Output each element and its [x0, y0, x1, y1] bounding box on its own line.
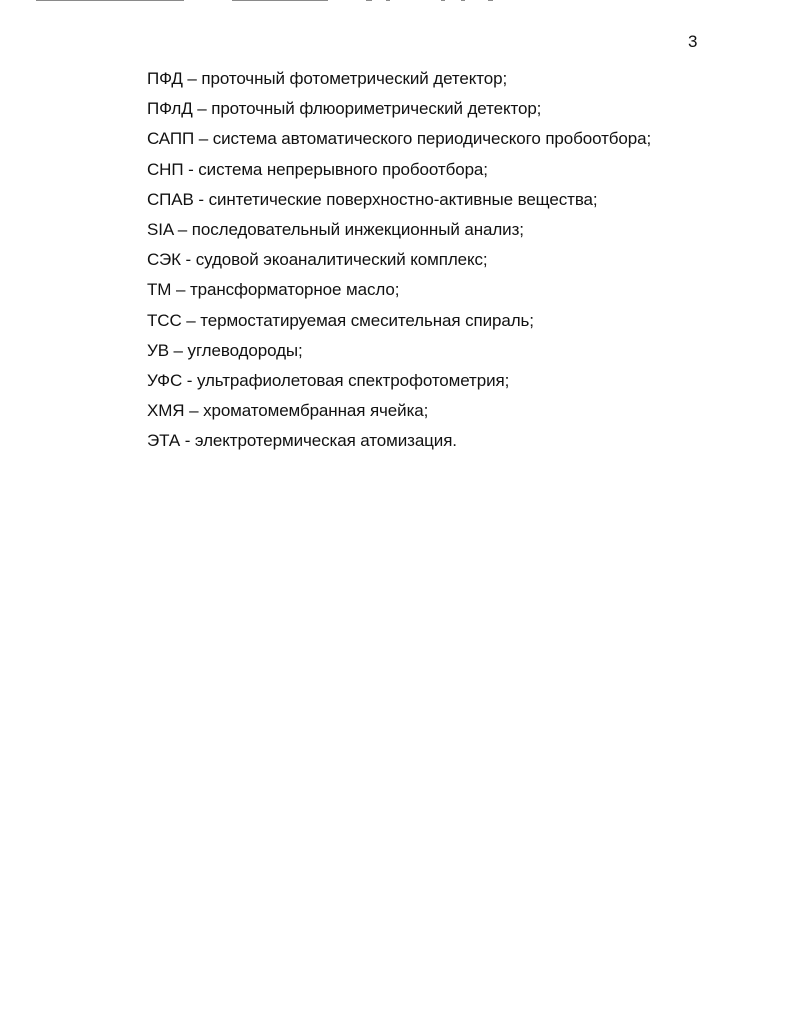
abbreviation-list — [147, 64, 747, 456]
abbreviation-item: САПП – система автоматического периодического пробоотбора; — [147, 129, 652, 149]
abbreviation-item: ПФлД – проточный флюориметрический детектор; — [147, 99, 542, 119]
page-number: 3 — [688, 32, 698, 51]
abbreviation-item: СПАВ - синтетические поверхностно-активные вещества; — [147, 189, 598, 209]
scan-mark — [36, 0, 184, 1]
scan-mark — [461, 0, 465, 1]
scan-artifact-marks — [36, 0, 496, 3]
abbreviation-item: ТСС – термостатируемая смесительная спираль; — [147, 310, 534, 330]
abbreviation-item: УФС - ультрафиолетовая спектрофотометрия; — [147, 370, 510, 390]
scan-mark — [441, 0, 445, 1]
abbreviation-item: УВ – углеводороды; — [147, 340, 303, 360]
scan-mark — [386, 0, 390, 1]
abbreviation-item: SIA – последовательный инжекционный анализ; — [147, 219, 524, 239]
abbreviation-item: ХМЯ – хроматомембранная ячейка; — [147, 401, 429, 421]
scan-mark — [366, 0, 372, 1]
scan-mark — [488, 0, 493, 1]
abbreviation-item: ТМ – трансформаторное масло; — [147, 280, 400, 300]
abbreviation-item: ПФД – проточный фотометрический детектор; — [147, 69, 508, 88]
abbreviation-item: ЭТА - электротермическая атомизация. — [147, 431, 457, 451]
scan-mark — [232, 0, 328, 1]
abbreviation-item: СЭК - судовой экоаналитический комплекс; — [147, 250, 488, 270]
abbreviation-item: СНП - система непрерывного пробоотбора; — [147, 159, 488, 179]
